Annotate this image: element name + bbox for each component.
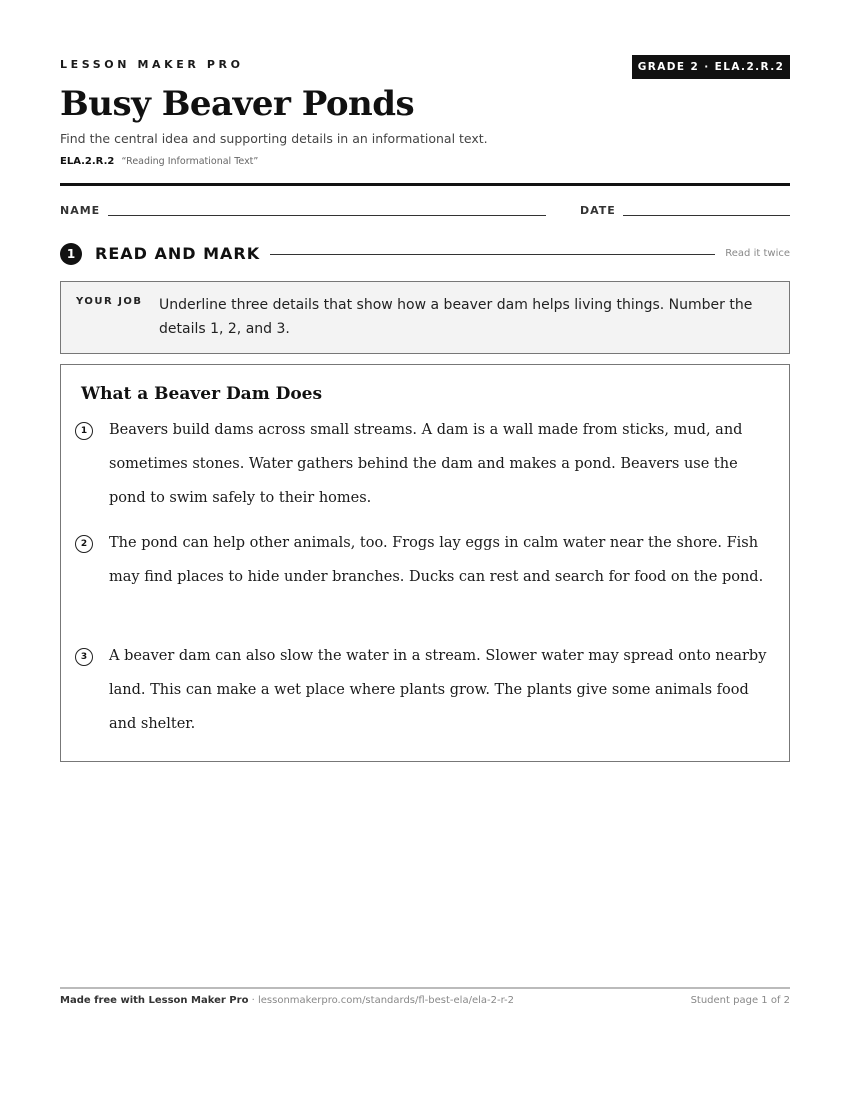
paragraph-text-2[interactable]: The pond can help other animals, too. Frogs lay eggs in calm water near the shore. Fish may find places to hide under branches. Ducks can rest and search for food on the pond. bbox=[109, 535, 764, 585]
paragraph-number-3: 3 bbox=[75, 648, 93, 666]
footer-url[interactable]: · lessonmakerpro.com/standards/fl-best-ela/ela-2-r-2 bbox=[248, 995, 515, 1006]
section-title: READ AND MARK bbox=[95, 244, 261, 263]
grade-badge: GRADE 2 · ELA.2.R.2 bbox=[632, 55, 790, 79]
date-label: DATE bbox=[580, 204, 616, 217]
page-subtitle: Find the central idea and supporting details in an informational text. bbox=[60, 131, 488, 146]
header-divider bbox=[60, 183, 790, 186]
paragraph-text-1[interactable]: Beavers build dams across small streams. A dam is a wall made from sticks, mud, and sometimes stones. Water gathers behind the dam and makes a pond. Beavers use the pond to swim safely to their homes. bbox=[109, 422, 743, 506]
standard-line bbox=[60, 156, 258, 167]
section-number-badge: 1 bbox=[60, 243, 82, 265]
date-field-line[interactable] bbox=[623, 215, 790, 216]
standard-code: ELA.2.R.2 bbox=[60, 156, 115, 167]
footer-page-number: Student page 1 of 2 bbox=[690, 995, 790, 1006]
footer-credit bbox=[60, 995, 514, 1006]
page-title: Busy Beaver Ponds bbox=[60, 84, 415, 124]
footer-made-with: Made free with Lesson Maker Pro bbox=[60, 995, 249, 1006]
reading-passage-box bbox=[60, 364, 790, 762]
footer-divider bbox=[60, 987, 790, 989]
your-job-box bbox=[60, 281, 790, 354]
your-job-instructions: Underline three details that show how a beaver dam helps living things. Number the details 1, 2, and 3. bbox=[159, 297, 753, 337]
paragraph-text-3[interactable]: A beaver dam can also slow the water in a stream. Slower water may spread onto nearby land. This can make a wet place where plants grow. The plants give some animals food and shelter. bbox=[109, 648, 767, 732]
passage-title: What a Beaver Dam Does bbox=[81, 384, 323, 404]
name-label: NAME bbox=[60, 204, 101, 217]
section-note: Read it twice bbox=[725, 248, 790, 259]
worksheet-page bbox=[60, 0, 790, 1100]
paragraph-number-2: 2 bbox=[75, 535, 93, 553]
name-field-line[interactable] bbox=[108, 215, 546, 216]
section-divider bbox=[270, 254, 715, 255]
brand-name: LESSON MAKER PRO bbox=[60, 58, 244, 71]
your-job-label: YOUR JOB bbox=[76, 296, 143, 307]
standard-name: “Reading Informational Text” bbox=[121, 156, 259, 167]
paragraph-number-1: 1 bbox=[75, 422, 93, 440]
